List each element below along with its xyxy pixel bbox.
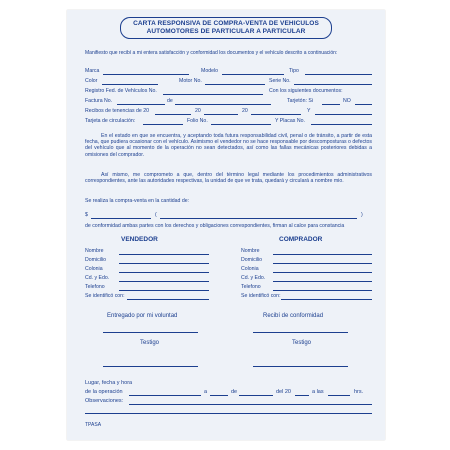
field-color[interactable] [102, 84, 158, 85]
vendedor-field-identificacion[interactable] [127, 299, 209, 300]
comprador-label-nombre: Nombre [241, 248, 260, 254]
brand-mark: TPASA [85, 422, 102, 428]
paren-open: ( [155, 212, 157, 218]
field-recibos-3[interactable] [251, 114, 301, 115]
field-observaciones-1[interactable] [129, 404, 372, 405]
field-modelo[interactable] [222, 74, 284, 75]
label-registro: Registro Fed. de Vehículos No. [85, 88, 157, 94]
label-color: Color [85, 78, 98, 84]
field-observaciones-2[interactable] [85, 413, 372, 414]
field-recibos-4[interactable] [315, 114, 372, 115]
liability-paragraph: En el estado en que se encuentra, y aceptando toda futura responsabilidad civil, penal o de tránsito, a partir de esta fecha, que pudiera ocasionar con el vehículo. Asimismo el vendedor no se hace responsable por descomposturas o defectos del vehículo que al momento de la operación no sean detectados, así como las fallas mecánicas posteriores debidas a omisiones del comprador. [85, 133, 372, 158]
signature-line-testigo-2[interactable] [253, 366, 348, 367]
vendedor-label-colonia: Colonia [85, 266, 103, 272]
vendedor-field-ciudad[interactable] [119, 281, 209, 282]
testigo-1-label: Testigo [140, 340, 160, 346]
price-label: Se realiza la compra-venta en la cantidad de: [85, 198, 190, 204]
comprador-label-telefono: Telefono [241, 284, 261, 290]
label-documentos: Con los siguientes documentos: [269, 88, 343, 94]
field-dia[interactable] [210, 395, 228, 396]
label-serie: Serie No. [269, 78, 291, 84]
footer-alas: a las [312, 389, 324, 395]
signature-line-testigo-1[interactable] [103, 366, 198, 367]
vendedor-field-colonia[interactable] [119, 272, 209, 273]
comprador-field-nombre[interactable] [273, 254, 372, 255]
field-registro[interactable] [163, 94, 263, 95]
label-factura: Factura No. [85, 98, 113, 104]
label-tarjeton: Tarjetón: Si [287, 98, 313, 104]
footer-a: a [204, 389, 208, 395]
vendedor-field-telefono[interactable] [119, 290, 209, 291]
field-anio[interactable] [295, 395, 309, 396]
title-box [120, 17, 332, 39]
footer-hrs: hrs. [354, 389, 364, 395]
operacion-label: de la operación [85, 389, 123, 395]
label-tarjeta: Tarjeta de circulación: [85, 118, 136, 124]
field-factura-de[interactable] [175, 104, 271, 105]
field-recibos-2[interactable] [204, 114, 238, 115]
comprador-field-domicilio[interactable] [273, 263, 372, 264]
label-recibos: Recibos de tenencias de 20 [85, 108, 150, 114]
registration-paragraph: Así mismo, me comprometo a que, dentro del término legal mediante los procedimientos administrativos correspondientes, ante las autoridades respectivas, la unidad de que ve trata, quedará y circulará a nombre mio. [85, 172, 372, 185]
comprador-heading: COMPRADOR [279, 236, 323, 243]
comprador-label-ciudad: Cd. y Edo. [241, 275, 266, 281]
vendedor-label-identificacion: Se identificó con: [85, 293, 125, 299]
signature-line-vendedor[interactable] [103, 332, 198, 333]
label-recibos-20b: 20 [242, 108, 248, 114]
observaciones-label: Observaciones: [85, 398, 124, 404]
vendedor-label-telefono: Telefono [85, 284, 105, 290]
comprador-field-colonia[interactable] [273, 272, 372, 273]
title-line-2: AUTOMOTORES DE PARTICULAR A PARTICULAR [146, 28, 306, 35]
label-motor: Motor No. [179, 78, 202, 84]
label-marca: Marca [85, 68, 100, 74]
field-tarjeta[interactable] [143, 124, 183, 125]
field-mes[interactable] [239, 395, 273, 396]
label-factura-de: de [167, 98, 173, 104]
label-tarjeton-no: NO [343, 98, 351, 104]
comprador-label-domicilio: Domicilio [241, 257, 263, 263]
comprador-label-colonia: Colonia [241, 266, 259, 272]
comprador-field-ciudad[interactable] [273, 281, 372, 282]
contract-sheet [67, 10, 385, 440]
comprador-field-identificacion[interactable] [281, 299, 372, 300]
field-motor[interactable] [205, 84, 265, 85]
vendedor-label-nombre: Nombre [85, 248, 104, 254]
currency-sign: $ [85, 212, 88, 218]
label-recibos-20a: 20 [195, 108, 201, 114]
comprador-label-identificacion: Se identificó con: [241, 293, 281, 299]
vendedor-field-nombre[interactable] [119, 254, 209, 255]
vendedor-field-domicilio[interactable] [119, 263, 209, 264]
testigo-2-label: Testigo [292, 340, 312, 346]
entregado-label: Entregado por mi voluntad [107, 313, 178, 319]
lugar-label: Lugar, fecha y hora [85, 380, 133, 386]
conformity-text: de conformidad ambas partes con los derechos y obligaciones correspondientes, firman al calce para constancia [85, 223, 345, 229]
paren-close: ) [361, 212, 363, 218]
field-serie[interactable] [294, 84, 372, 85]
field-factura[interactable] [117, 104, 165, 105]
footer-de: de [231, 389, 238, 395]
label-folio: Folio No. [187, 118, 208, 124]
vendedor-label-domicilio: Domicilio [85, 257, 107, 263]
label-tipo: Tipo [289, 68, 299, 74]
vendedor-label-ciudad: Cd. y Edo. [85, 275, 110, 281]
footer-del20: del 20 [276, 389, 291, 395]
field-price-amount[interactable] [91, 218, 151, 219]
field-price-words[interactable] [160, 218, 357, 219]
label-recibos-y: Y [307, 108, 311, 114]
field-tarjeton-si[interactable] [322, 104, 340, 105]
field-tarjeton-no[interactable] [355, 104, 372, 105]
field-folio[interactable] [211, 124, 271, 125]
vendedor-heading: VENDEDOR [121, 236, 158, 243]
comprador-field-telefono[interactable] [273, 290, 372, 291]
label-modelo: Modelo [201, 68, 219, 74]
signature-line-comprador[interactable] [253, 332, 348, 333]
field-tipo[interactable] [305, 74, 372, 75]
field-placas[interactable] [311, 124, 372, 125]
field-lugar[interactable] [129, 395, 201, 396]
field-hora[interactable] [328, 395, 350, 396]
label-placas: Y Placas No. [275, 118, 305, 124]
intro-text: Manifiesto que recibí a mi entera satisfacción y conformidad los documentos y el vehículo descrito a continuación: [85, 50, 338, 56]
title-line-1: CARTA RESPONSIVA DE COMPRA-VENTA DE VEHICULOS [133, 20, 319, 27]
field-recibos-1[interactable] [155, 114, 191, 115]
field-marca[interactable] [103, 74, 189, 75]
recibi-label: Recibí de conformidad [263, 313, 324, 319]
